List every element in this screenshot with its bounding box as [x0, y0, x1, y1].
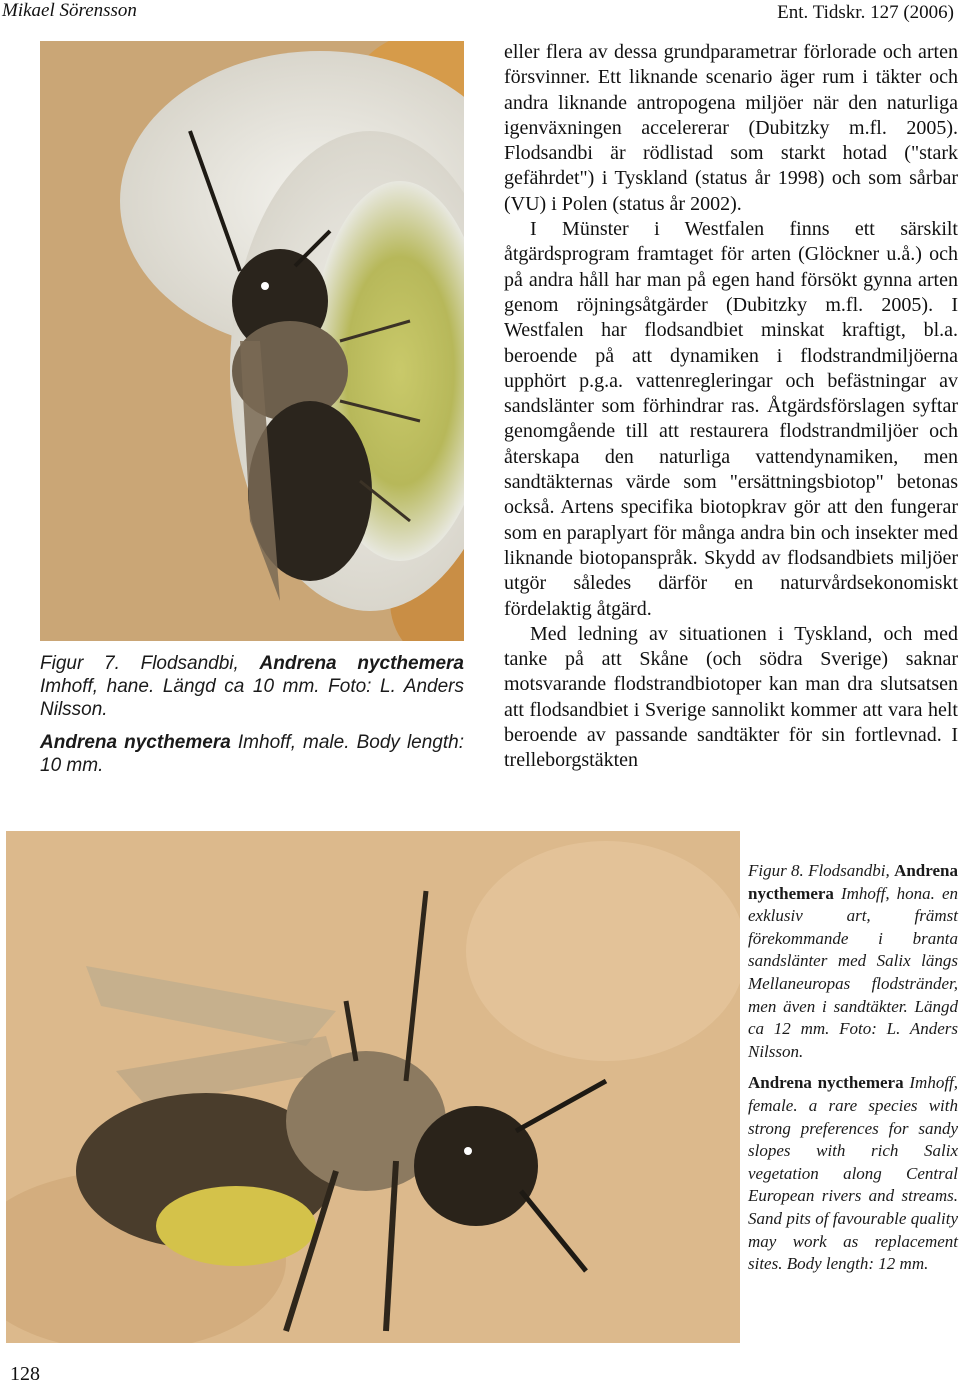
body-paragraph: I Münster i Westfalen finns ett särskilt åtgärdsprogram framtaget för arten (Glöckner u.å.) och på andra håll har man på egen hand försökt gynna arten genom röjningsåtgärder (Dubitzky m.fl. 2005). I Westfalen har flodsandbiet minskat kraftigt, bl.a. beroende på att dynamiken i flodstrandmiljöerna upphört p.g.a. vattenregleringar och befästningar av sandslänter som förhindrar ras. Åtgärdsförslagen syftar genomgående till att restaurera flodstrandmiljöer och återskapa den naturliga vattendynamiken, men sandtäkternas värde som "ersättningsbiotop" betonas också. Artens specifika biotopkrav gör att den fungerar som en paraplyart för många andra bin och insekter med liknande biotopanspråk. Skydd av flodsandbiets miljöer utgör således därför en naturvårdsekonomiskt fördelaktig åtgärd.	[504, 218, 958, 620]
species-name: Andrena nycthemera	[748, 1073, 904, 1093]
body-paragraph: eller flera av dessa grundparametrar förlorade och arten försvinner. Ett liknande scenario äger rum i täkter och andra liknande antropogena miljöer när den naturliga igenväxningen accelererar (Dubitzky m.fl. 2005). Flodsandbi är rödlistad som starkt hotad ("stark gefährdet") i Tyskland (status år 1998) och som sårbar (VU) i Polen (status år 2002).	[504, 41, 958, 215]
running-header-author: Mikael Sörensson	[2, 0, 137, 21]
species-name: Andrena nycthemera	[40, 732, 231, 753]
body-paragraph: Med ledning av situationen i Tyskland, och med tanke på att Skåne (och södra Sverige) saknar motsvarande flodstrandbiotoper kan man dra slutsatsen att flodsandbiet i Sverige sannolikt kommer att vara helt beroende av passande sandtäkter för sin fortlevnad. I trelleborgstäkten	[504, 622, 958, 772]
species-name: Andrena nycthemera	[748, 861, 958, 903]
page-number: 128	[10, 1363, 40, 1385]
figure-7-caption	[40, 652, 464, 787]
species-name: Andrena nycthemera	[259, 653, 464, 674]
figure-7-caption-en: Andrena nycthemera Imhoff, male. Body length: 10 mm.	[40, 732, 464, 776]
figure-8-caption	[748, 860, 958, 1285]
article-body	[504, 40, 958, 774]
figure-8-caption-en: Andrena nycthemera Imhoff, female. a rare species with strong preferences for sandy slopes with rich Salix vegetation along Central European rivers and streams. Sand pits of favourable quality may work as replacement sites. Body length: 12 mm.	[748, 1073, 959, 1274]
figure-7-caption-sv: Figur 7. Flodsandbi, Andrena nycthemera Imhoff, hane. Längd ca 10 mm. Foto: L. Anders Nilsson.	[40, 653, 464, 720]
figure-8-caption-sv: Figur 8. Flodsandbi, Andrena nycthemera Imhoff, hona. en exklusiv art, främst förekommande i branta sandslänter med Salix längs Mellaneuropas flodstränder, men även i sandtäkter. Längd ca 12 mm. Foto: L. Anders Nilsson.	[748, 861, 958, 1061]
figure-8-photo	[6, 831, 740, 1343]
running-header-journal: Ent. Tidskr. 127 (2006)	[777, 2, 954, 23]
figure-7-photo	[40, 41, 464, 641]
